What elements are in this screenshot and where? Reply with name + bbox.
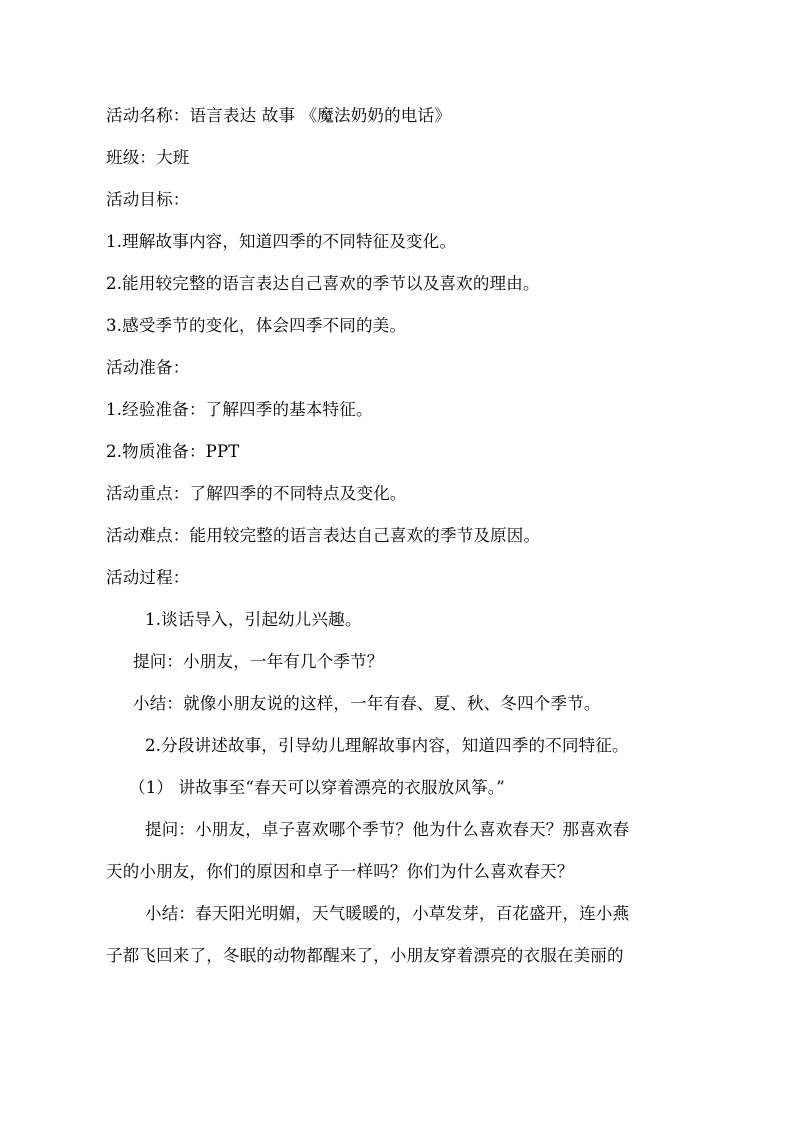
story-segment-1: （1） 讲故事至“春天可以穿着漂亮的衣服放风筝。” <box>129 778 505 797</box>
preparation-item-1: 1.经验准备：了解四季的基本特征。 <box>106 400 373 419</box>
goals-heading: 活动目标： <box>106 190 190 209</box>
question-line-2a: 提问：小朋友，卓子喜欢哪个季节？他为什么喜欢春天？那喜欢春 <box>145 820 630 839</box>
process-step-2: 2.分段讲述故事，引导幼儿理解故事内容，知道四季的不同特征。 <box>145 736 629 755</box>
summary-line-1: 小结：就像小朋友说的这样，一年有春、夏、秋、冬四个季节。 <box>133 694 601 713</box>
difficulty-line: 活动难点：能用较完整的语言表达自己喜欢的季节及原因。 <box>106 526 541 545</box>
process-heading: 活动过程： <box>106 568 190 587</box>
activity-name-line: 活动名称：语言表达 故事 《魔法奶奶的电话》 <box>106 106 451 125</box>
preparation-heading: 活动准备： <box>106 358 190 377</box>
class-line: 班级：大班 <box>106 148 190 167</box>
question-line-2b: 天的小朋友，你们的原因和卓子一样吗？你们为什么喜欢春天？ <box>106 862 574 881</box>
summary-line-2b: 子都飞回来了，冬眠的动物都醒来了，小朋友穿着漂亮的衣服在美丽的 <box>106 946 624 965</box>
summary-line-2a: 小结：春天阳光明媚，天气暖暖的，小草发芽，百花盛开，连小燕 <box>145 904 630 923</box>
preparation-item-2: 2.物质准备：PPT <box>106 442 240 461</box>
key-point-line: 活动重点：了解四季的不同特点及变化。 <box>106 484 407 503</box>
process-step-1: 1.谈话导入，引起幼儿兴趣。 <box>145 610 362 629</box>
question-line-1: 提问：小朋友，一年有几个季节？ <box>133 652 384 671</box>
goal-item-2: 2.能用较完整的语言表达自己喜欢的季节以及喜欢的理由。 <box>106 274 540 293</box>
goal-item-3: 3.感受季节的变化，体会四季不同的美。 <box>106 316 407 335</box>
goal-item-1: 1.理解故事内容，知道四季的不同特征及变化。 <box>106 232 457 251</box>
